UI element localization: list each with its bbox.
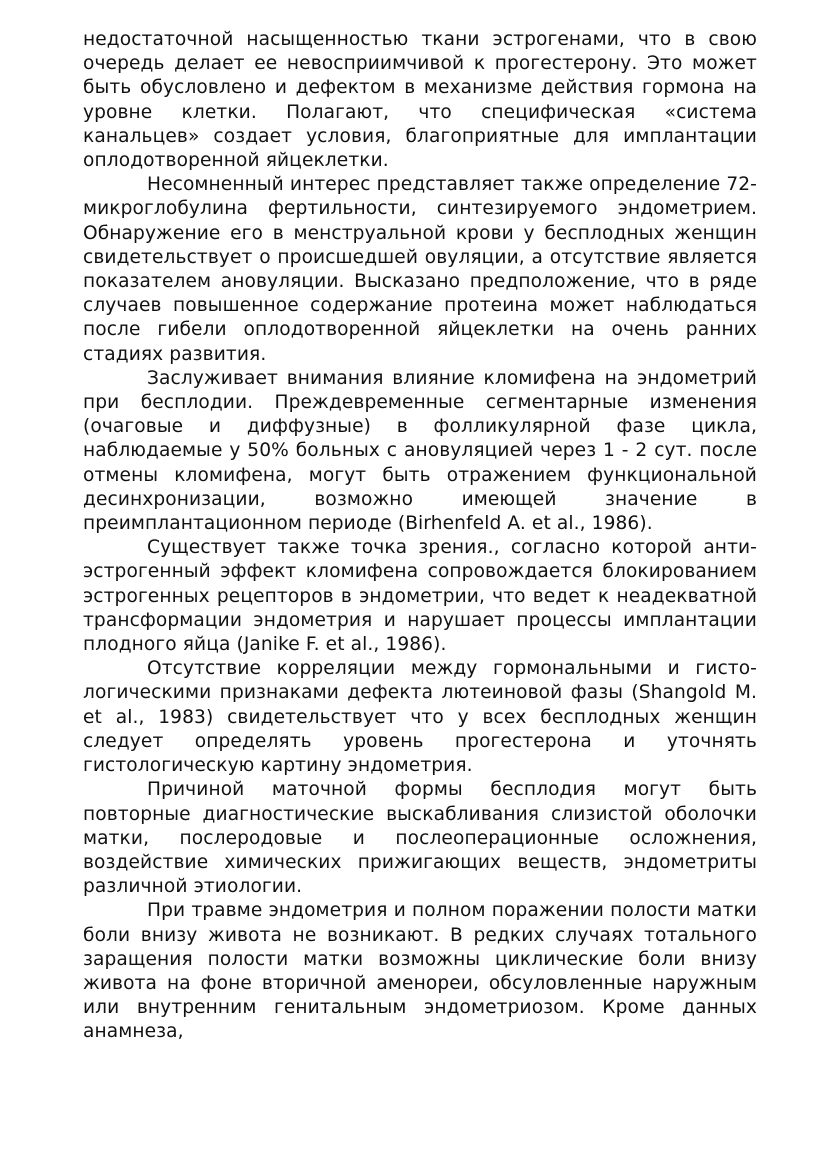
paragraph: Отсутствие корреляции между гормональными и гисто-логическими признаками дефекта лютеиновой фазы (Shangold M. et al., 1983) свидетельствует что у всех бесплодных женщин следует определять уровень прогестерона и уточнять гистологическую картину эндометрия. [83,658,757,777]
document-page [83,28,757,1045]
paragraph: Причиной маточной формы бесплодия могут быть повторные диагностические выскабливания слизистой оболочки матки, послеродовые и послеоперационные осложнения, воздействие химических прижигающих веществ, эндометриты различной этиологии. [83,779,757,898]
paragraph: недостаточной насыщенностью ткани эстрогенами, что в свою очередь делает ее невосприимчивой к прогестерону. Это может быть обусловлено и дефектом в механизме действия гормона на уровне клетки. Полагают, что специфическая «система канальцев» создает условия, благоприятные для имплантации оплодотворенной яйцеклетки. [83,29,757,172]
paragraph: Заслуживает внимания влияние кломифена на эндометрий при бесплодии. Преждевременные сегментарные изменения (очаговые и диффузные) в фолликулярной фазе цикла, наблюдаемые у 50% больных с ановуляцией через 1 - 2 сут. после отмены кломифена, могут быть отражением функциональной десинхронизации, возможно имеющей значение в преимплантационном периоде (Birhenfeld A. et al., 1986). [83,367,757,535]
paragraph: Существует также точка зрения., согласно которой анти-эстрогенный эффект кломифена сопровождается блокированием эстрогенных рецепторов в эндометрии, что ведет к неадекватной трансформации эндометрия и нарушает процессы имплантации плодного яйца (Janike F. et al., 1986). [83,537,757,656]
paragraph: Несомненный интерес представляет также определение 72-микроглобулина фертильности, синтезируемого эндометрием. Обнаружение его в менструальной крови у бесплодных женщин свидетельствует о происшедшей овуляции, а отсутствие является показателем ановуляции. Высказано предположение, что в ряде случаев повышенное содержание протеина может наблюдаться после гибели оплодотворенной яйцеклетки на очень ранних стадиях развития. [83,174,757,365]
paragraph: При травме эндометрия и полном поражении полости матки боли внизу живота не возникают. В редких случаях тотального заращения полости матки возможны циклические боли внизу живота на фоне вторичной аменореи, обсуловленные наружным или внутренним генитальным эндометриозом. Кроме данных анамнеза, [83,900,757,1043]
